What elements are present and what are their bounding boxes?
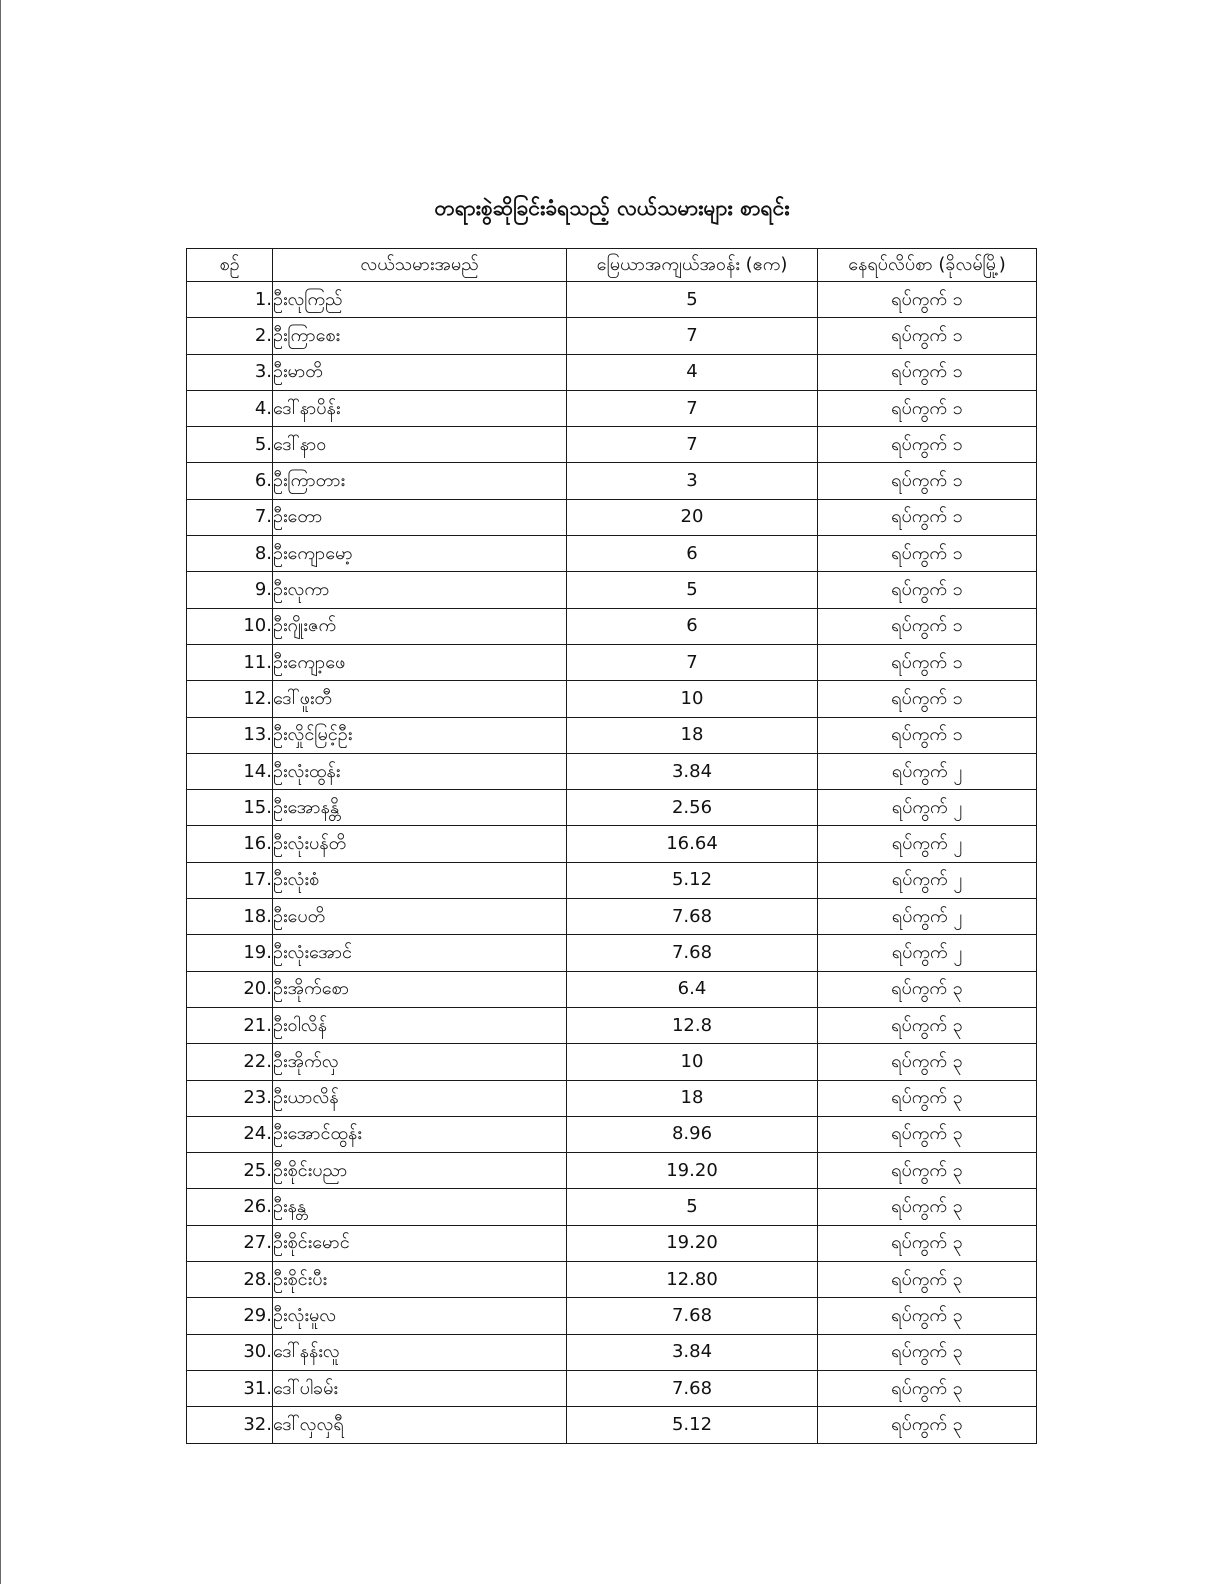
address-cell: ရပ်ကွက် ၃ bbox=[818, 1225, 1037, 1261]
row-number-cell: 31. bbox=[187, 1370, 273, 1406]
header-no: စဥ် bbox=[187, 249, 273, 282]
row-number-cell: 22. bbox=[187, 1044, 273, 1080]
address-cell: ရပ်ကွက် ၁ bbox=[818, 644, 1037, 680]
address-cell: ရပ်ကွက် ၁ bbox=[818, 354, 1037, 390]
land-area-cell: 12.8 bbox=[567, 1007, 818, 1043]
table-row bbox=[187, 1153, 1037, 1189]
row-number-cell: 28. bbox=[187, 1262, 273, 1298]
farmer-name-cell: ဦးဝါလိန် bbox=[273, 1007, 567, 1043]
farmer-name-cell: ဦးလုံးပန်တိ bbox=[273, 826, 567, 862]
land-area-cell: 6 bbox=[567, 536, 818, 572]
address-cell: ရပ်ကွက် ၁ bbox=[818, 282, 1037, 318]
farmer-name-cell: ဦးလုံးစံ bbox=[273, 862, 567, 898]
address-cell: ရပ်ကွက် ၁ bbox=[818, 608, 1037, 644]
address-cell: ရပ်ကွက် ၁ bbox=[818, 318, 1037, 354]
land-area-cell: 5.12 bbox=[567, 1407, 818, 1443]
table-row bbox=[187, 717, 1037, 753]
row-number-cell: 20. bbox=[187, 971, 273, 1007]
farmer-name-cell: ဦးစိုင်းပီး bbox=[273, 1262, 567, 1298]
farmer-name-cell: ဒေါ်နာဝ bbox=[273, 427, 567, 463]
table-row bbox=[187, 1370, 1037, 1406]
land-area-cell: 7 bbox=[567, 390, 818, 426]
farmer-name-cell: ဒေါ်ဖူးတီ bbox=[273, 681, 567, 717]
land-area-cell: 5 bbox=[567, 1189, 818, 1225]
land-area-cell: 3.84 bbox=[567, 753, 818, 789]
row-number-cell: 27. bbox=[187, 1225, 273, 1261]
land-area-cell: 5 bbox=[567, 572, 818, 608]
table-row bbox=[187, 1044, 1037, 1080]
address-cell: ရပ်ကွက် ၃ bbox=[818, 1153, 1037, 1189]
row-number-cell: 12. bbox=[187, 681, 273, 717]
farmer-name-cell: ဦးလုံးအောင် bbox=[273, 935, 567, 971]
address-cell: ရပ်ကွက် ၃ bbox=[818, 1407, 1037, 1443]
table-row bbox=[187, 971, 1037, 1007]
row-number-cell: 18. bbox=[187, 899, 273, 935]
farmer-name-cell: ဦးလုကြည် bbox=[273, 282, 567, 318]
address-cell: ရပ်ကွက် ၁ bbox=[818, 717, 1037, 753]
table-row bbox=[187, 1407, 1037, 1443]
land-area-cell: 5.12 bbox=[567, 862, 818, 898]
table-body bbox=[187, 282, 1037, 1444]
address-cell: ရပ်ကွက် ၂ bbox=[818, 790, 1037, 826]
row-number-cell: 10. bbox=[187, 608, 273, 644]
row-number-cell: 23. bbox=[187, 1080, 273, 1116]
address-cell: ရပ်ကွက် ၃ bbox=[818, 1007, 1037, 1043]
address-cell: ရပ်ကွက် ၁ bbox=[818, 681, 1037, 717]
land-area-cell: 7 bbox=[567, 644, 818, 680]
row-number-cell: 7. bbox=[187, 499, 273, 535]
row-number-cell: 19. bbox=[187, 935, 273, 971]
table-row bbox=[187, 790, 1037, 826]
farmer-name-cell: ဒေါ်လှလှရီ bbox=[273, 1407, 567, 1443]
table-row bbox=[187, 427, 1037, 463]
farmer-name-cell: ဦးအိုက်စော bbox=[273, 971, 567, 1007]
farmer-name-cell: ဦးမာတိ bbox=[273, 354, 567, 390]
land-area-cell: 19.20 bbox=[567, 1153, 818, 1189]
table-row bbox=[187, 899, 1037, 935]
farmer-name-cell: ဦးပေတိ bbox=[273, 899, 567, 935]
address-cell: ရပ်ကွက် ၁ bbox=[818, 390, 1037, 426]
address-cell: ရပ်ကွက် ၂ bbox=[818, 753, 1037, 789]
farmer-name-cell: ဦးနန္တ bbox=[273, 1189, 567, 1225]
address-cell: ရပ်ကွက် ၃ bbox=[818, 1044, 1037, 1080]
table-row bbox=[187, 1080, 1037, 1116]
table-row bbox=[187, 499, 1037, 535]
table-row bbox=[187, 1225, 1037, 1261]
farmers-table bbox=[186, 248, 1037, 1444]
table-row bbox=[187, 282, 1037, 318]
address-cell: ရပ်ကွက် ၃ bbox=[818, 1189, 1037, 1225]
row-number-cell: 16. bbox=[187, 826, 273, 862]
row-number-cell: 2. bbox=[187, 318, 273, 354]
address-cell: ရပ်ကွက် ၃ bbox=[818, 1080, 1037, 1116]
address-cell: ရပ်ကွက် ၁ bbox=[818, 499, 1037, 535]
header-location: နေရပ်လိပ်စာ (ခိုလမ်မြို့) bbox=[818, 249, 1037, 282]
land-area-cell: 7.68 bbox=[567, 1298, 818, 1334]
farmer-name-cell: ဦးလုံးထွန်း bbox=[273, 753, 567, 789]
land-area-cell: 7 bbox=[567, 318, 818, 354]
farmer-name-cell: ဦးကြာတား bbox=[273, 463, 567, 499]
row-number-cell: 4. bbox=[187, 390, 273, 426]
address-cell: ရပ်ကွက် ၃ bbox=[818, 1116, 1037, 1152]
land-area-cell: 6.4 bbox=[567, 971, 818, 1007]
table-row bbox=[187, 935, 1037, 971]
farmer-name-cell: ဒေါ်နန်းလူ bbox=[273, 1334, 567, 1370]
land-area-cell: 4 bbox=[567, 354, 818, 390]
address-cell: ရပ်ကွက် ၁ bbox=[818, 536, 1037, 572]
table-row bbox=[187, 536, 1037, 572]
row-number-cell: 26. bbox=[187, 1189, 273, 1225]
address-cell: ရပ်ကွက် ၂ bbox=[818, 826, 1037, 862]
table-row bbox=[187, 1116, 1037, 1152]
page-left-edge bbox=[0, 0, 1, 1584]
farmer-name-cell: ဦးဂျိုးဇက် bbox=[273, 608, 567, 644]
land-area-cell: 7.68 bbox=[567, 1370, 818, 1406]
land-area-cell: 3.84 bbox=[567, 1334, 818, 1370]
row-number-cell: 9. bbox=[187, 572, 273, 608]
row-number-cell: 17. bbox=[187, 862, 273, 898]
table-row bbox=[187, 1007, 1037, 1043]
row-number-cell: 3. bbox=[187, 354, 273, 390]
address-cell: ရပ်ကွက် ၂ bbox=[818, 935, 1037, 971]
farmer-name-cell: ဒေါ်နာပိန်း bbox=[273, 390, 567, 426]
land-area-cell: 5 bbox=[567, 282, 818, 318]
farmer-name-cell: ဦးတော bbox=[273, 499, 567, 535]
table-row bbox=[187, 1334, 1037, 1370]
farmer-name-cell: ဦးလှိုင်မြင့်ဦး bbox=[273, 717, 567, 753]
table-row bbox=[187, 753, 1037, 789]
row-number-cell: 8. bbox=[187, 536, 273, 572]
table-row bbox=[187, 463, 1037, 499]
row-number-cell: 6. bbox=[187, 463, 273, 499]
document-title: တရားစွဲဆိုခြင်းခံရသည့် လယ်သမားများ စာရင်း bbox=[434, 196, 790, 220]
table-row bbox=[187, 390, 1037, 426]
address-cell: ရပ်ကွက် ၃ bbox=[818, 1370, 1037, 1406]
land-area-cell: 7 bbox=[567, 427, 818, 463]
land-area-cell: 12.80 bbox=[567, 1262, 818, 1298]
address-cell: ရပ်ကွက် ၃ bbox=[818, 1334, 1037, 1370]
row-number-cell: 21. bbox=[187, 1007, 273, 1043]
land-area-cell: 10 bbox=[567, 681, 818, 717]
farmer-name-cell: ဦးအိုက်လှ bbox=[273, 1044, 567, 1080]
address-cell: ရပ်ကွက် ၂ bbox=[818, 899, 1037, 935]
row-number-cell: 11. bbox=[187, 644, 273, 680]
address-cell: ရပ်ကွက် ၃ bbox=[818, 1262, 1037, 1298]
farmer-name-cell: ဦးအောင်ထွန်း bbox=[273, 1116, 567, 1152]
table-row bbox=[187, 1298, 1037, 1334]
table-row bbox=[187, 681, 1037, 717]
farmer-name-cell: ဦးလုံးမူလ bbox=[273, 1298, 567, 1334]
land-area-cell: 10 bbox=[567, 1044, 818, 1080]
row-number-cell: 25. bbox=[187, 1153, 273, 1189]
farmer-name-cell: ဦးလုကာ bbox=[273, 572, 567, 608]
row-number-cell: 5. bbox=[187, 427, 273, 463]
table-header-row bbox=[187, 249, 1037, 282]
land-area-cell: 8.96 bbox=[567, 1116, 818, 1152]
table-row bbox=[187, 318, 1037, 354]
table-row bbox=[187, 608, 1037, 644]
header-name: လယ်သမားအမည် bbox=[273, 249, 567, 282]
land-area-cell: 18 bbox=[567, 717, 818, 753]
row-number-cell: 13. bbox=[187, 717, 273, 753]
table-row bbox=[187, 354, 1037, 390]
land-area-cell: 7.68 bbox=[567, 899, 818, 935]
farmer-name-cell: ဦးစိုင်းပညာ bbox=[273, 1153, 567, 1189]
land-area-cell: 16.64 bbox=[567, 826, 818, 862]
farmer-name-cell: ဦးကြာစေး bbox=[273, 318, 567, 354]
address-cell: ရပ်ကွက် ၃ bbox=[818, 971, 1037, 1007]
land-area-cell: 18 bbox=[567, 1080, 818, 1116]
farmer-name-cell: ဒေါ်ပါခမ်း bbox=[273, 1370, 567, 1406]
address-cell: ရပ်ကွက် ၁ bbox=[818, 463, 1037, 499]
row-number-cell: 1. bbox=[187, 282, 273, 318]
table-row bbox=[187, 1189, 1037, 1225]
address-cell: ရပ်ကွက် ၁ bbox=[818, 572, 1037, 608]
row-number-cell: 32. bbox=[187, 1407, 273, 1443]
farmer-name-cell: ဦးအောနန္တိ bbox=[273, 790, 567, 826]
table-row bbox=[187, 644, 1037, 680]
farmer-name-cell: ဦးကျောမော့ bbox=[273, 536, 567, 572]
land-area-cell: 6 bbox=[567, 608, 818, 644]
table-row bbox=[187, 1262, 1037, 1298]
farmer-name-cell: ဦးစိုင်းမောင် bbox=[273, 1225, 567, 1261]
address-cell: ရပ်ကွက် ၃ bbox=[818, 1298, 1037, 1334]
row-number-cell: 30. bbox=[187, 1334, 273, 1370]
farmer-name-cell: ဦးယာလိန် bbox=[273, 1080, 567, 1116]
row-number-cell: 29. bbox=[187, 1298, 273, 1334]
row-number-cell: 24. bbox=[187, 1116, 273, 1152]
row-number-cell: 14. bbox=[187, 753, 273, 789]
land-area-cell: 19.20 bbox=[567, 1225, 818, 1261]
header-area: မြေယာအကျယ်အဝန်း (ဧက) bbox=[567, 249, 818, 282]
land-area-cell: 3 bbox=[567, 463, 818, 499]
row-number-cell: 15. bbox=[187, 790, 273, 826]
address-cell: ရပ်ကွက် ၁ bbox=[818, 427, 1037, 463]
table-row bbox=[187, 826, 1037, 862]
table-row bbox=[187, 862, 1037, 898]
farmer-name-cell: ဦးကျော့ဖေ bbox=[273, 644, 567, 680]
land-area-cell: 20 bbox=[567, 499, 818, 535]
table-row bbox=[187, 572, 1037, 608]
land-area-cell: 7.68 bbox=[567, 935, 818, 971]
land-area-cell: 2.56 bbox=[567, 790, 818, 826]
address-cell: ရပ်ကွက် ၂ bbox=[818, 862, 1037, 898]
